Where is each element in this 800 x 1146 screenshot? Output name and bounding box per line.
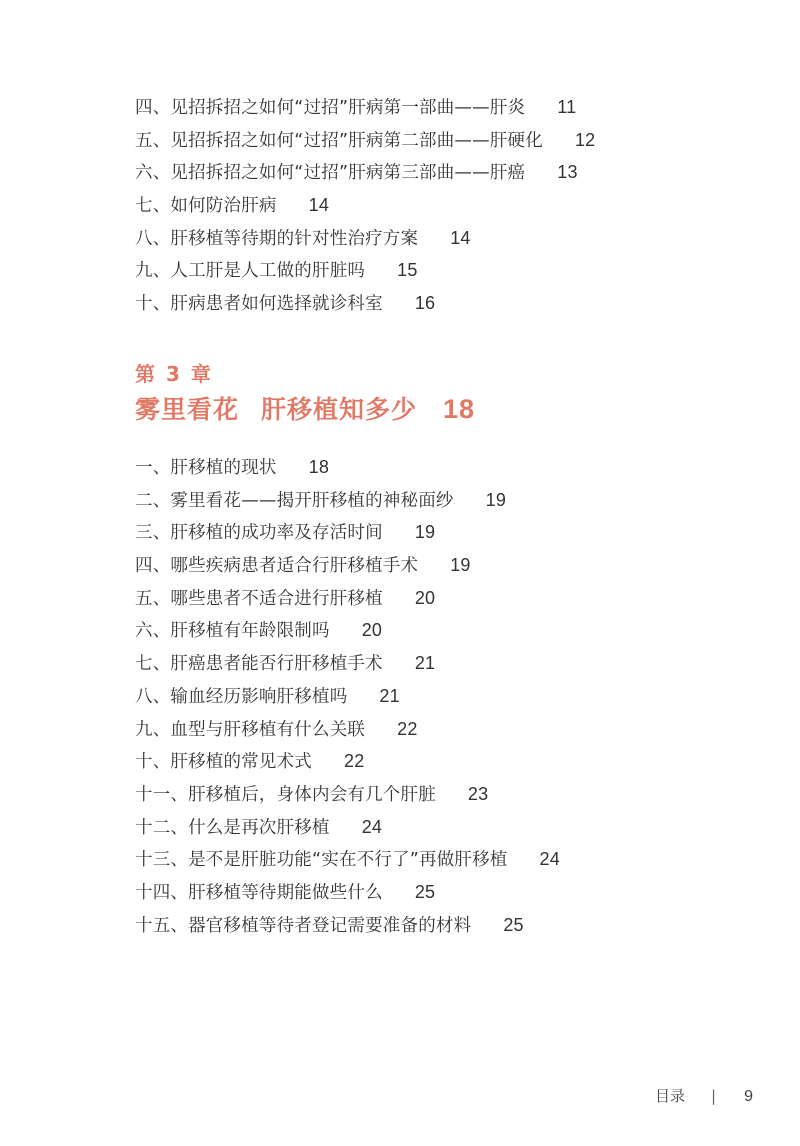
- toc-entry-page: 18: [308, 457, 330, 477]
- toc-entry-page: 22: [397, 718, 418, 739]
- toc-entry-title: 三、肝移植的成功率及存活时间: [135, 523, 383, 544]
- page-footer: [655, 1085, 753, 1106]
- toc-entry-title: 八、肝移植等待期的针对性治疗方案: [135, 228, 419, 249]
- toc-entry-title: 十、肝病患者如何选择就诊科室: [135, 294, 383, 315]
- toc-entry-page: 16: [414, 293, 436, 314]
- toc-entry-page: 21: [414, 653, 436, 674]
- toc-entry[interactable]: [135, 680, 560, 713]
- toc-entry[interactable]: [135, 254, 595, 287]
- toc-entry-title: 十二、什么是再次肝移植: [135, 817, 330, 838]
- toc-entry[interactable]: [135, 484, 560, 517]
- toc-entry-title: 七、如何防治肝病: [135, 196, 277, 217]
- toc-entry-title: 五、见招拆招之如何“过招”肝病第二部曲——肝硬化: [135, 130, 543, 151]
- toc-entry-page: 20: [414, 587, 436, 608]
- footer-page-number: 9: [744, 1088, 753, 1105]
- toc-entry-title: 四、哪些疾病患者适合行肝移植手术: [135, 556, 419, 577]
- chapter-page-number: 18: [443, 394, 476, 424]
- toc-entry-page: 19: [414, 522, 436, 543]
- toc-entry-page: 11: [557, 97, 577, 117]
- toc-entry-title: 十五、器官移植等待者登记需要准备的材料: [135, 915, 472, 936]
- toc-entry-title: 四、见招拆招之如何“过招”肝病第一部曲——肝炎: [135, 98, 526, 118]
- chapter-title-main: 雾里看花: [135, 395, 240, 424]
- toc-entry[interactable]: [135, 909, 560, 942]
- toc-entry-title: 十一、肝移植后，身体内会有几个肝脏: [135, 784, 436, 805]
- footer-section-label: 目录: [655, 1087, 686, 1105]
- toc-entry[interactable]: [135, 91, 595, 124]
- toc-entry-page: 13: [557, 162, 578, 183]
- toc-entry-title: 九、血型与肝移植有什么关联: [135, 719, 366, 740]
- toc-entry-page: 23: [467, 783, 489, 804]
- toc-entry[interactable]: [135, 745, 560, 778]
- chapter-title: [135, 390, 475, 426]
- toc-entry-page: 20: [361, 620, 383, 641]
- toc-entry[interactable]: [135, 222, 595, 255]
- chapter-number: 第 3 章: [135, 362, 213, 386]
- toc-entry-page: 22: [344, 751, 365, 772]
- toc-entry-title: 二、雾里看花——揭开肝移植的神秘面纱: [135, 490, 454, 511]
- chapter-3-toc: [135, 451, 560, 941]
- toc-entry[interactable]: [135, 778, 560, 811]
- previous-chapter-toc: [135, 91, 595, 320]
- toc-entry-page: 24: [361, 816, 383, 837]
- toc-entry[interactable]: [135, 876, 560, 909]
- toc-entry[interactable]: [135, 582, 560, 615]
- toc-entry[interactable]: [135, 287, 595, 320]
- toc-entry[interactable]: [135, 124, 595, 157]
- toc-entry[interactable]: [135, 843, 560, 876]
- toc-entry[interactable]: [135, 189, 595, 222]
- toc-entry-title: 一、肝移植的现状: [135, 458, 277, 478]
- toc-entry[interactable]: [135, 516, 560, 549]
- toc-entry-page: 14: [308, 195, 330, 216]
- toc-entry[interactable]: [135, 647, 560, 680]
- toc-entry-page: 19: [450, 555, 471, 576]
- toc-entry-title: 八、输血经历影响肝移植吗: [135, 686, 348, 707]
- toc-entry-page: 12: [574, 129, 596, 150]
- toc-entry-title: 五、哪些患者不适合进行肝移植: [135, 588, 383, 609]
- toc-entry-title: 六、见招拆招之如何“过招”肝病第三部曲——肝癌: [135, 163, 526, 184]
- toc-entry-page: 19: [485, 489, 507, 510]
- chapter-title-sub: 肝移植知多少: [261, 395, 418, 424]
- toc-entry-page: 21: [379, 685, 400, 706]
- toc-entry-title: 十四、肝移植等待期能做些什么: [135, 882, 383, 903]
- toc-entry[interactable]: [135, 156, 595, 189]
- toc-entry-page: 25: [414, 881, 436, 902]
- toc-entry-page: 25: [503, 914, 524, 935]
- footer-separator: |: [711, 1087, 717, 1105]
- toc-entry-title: 十、肝移植的常见术式: [135, 752, 312, 773]
- toc-entry-title: 九、人工肝是人工做的肝脏吗: [135, 261, 366, 282]
- toc-entry[interactable]: [135, 614, 560, 647]
- toc-entry-title: 七、肝癌患者能否行肝移植手术: [135, 654, 383, 675]
- toc-entry-title: 十三、是不是肝脏功能“实在不行了”再做肝移植: [135, 850, 508, 871]
- toc-entry[interactable]: [135, 713, 560, 746]
- toc-entry[interactable]: [135, 549, 560, 582]
- toc-entry-page: 24: [539, 849, 560, 870]
- toc-entry-page: 14: [450, 227, 471, 248]
- toc-entry-page: 15: [397, 260, 418, 281]
- toc-entry[interactable]: [135, 811, 560, 844]
- toc-entry-title: 六、肝移植有年龄限制吗: [135, 621, 330, 642]
- toc-entry[interactable]: [135, 451, 560, 484]
